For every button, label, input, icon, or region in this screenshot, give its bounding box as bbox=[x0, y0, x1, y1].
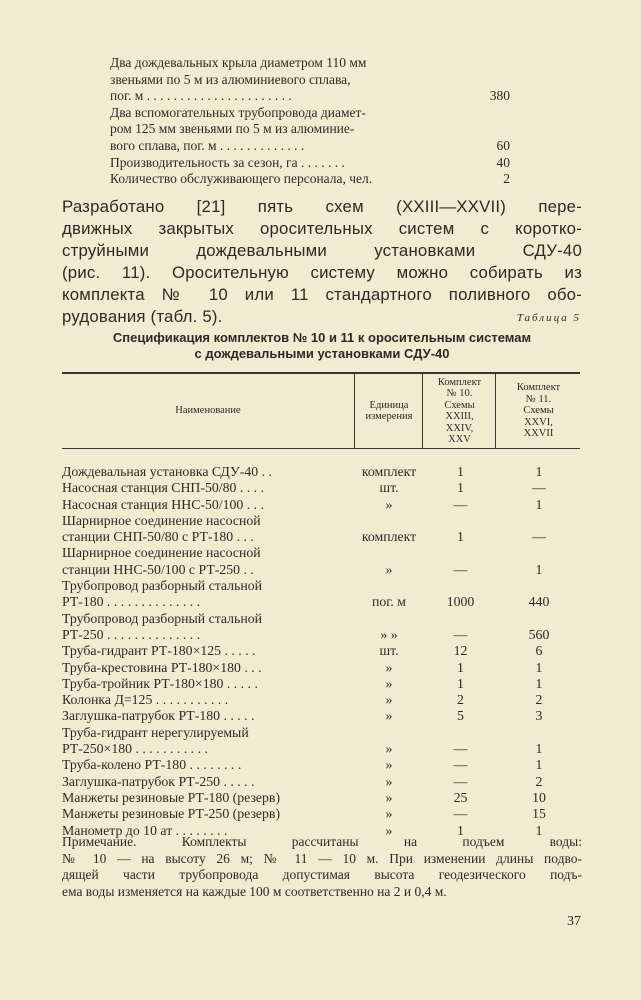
row-unit: » bbox=[385, 741, 393, 757]
row-name-line: Насосная станция ННС-50/100 . . . bbox=[62, 496, 265, 512]
table-row bbox=[62, 708, 580, 724]
row-name bbox=[62, 806, 352, 822]
table-row bbox=[62, 497, 580, 513]
row-name-line: Трубопровод разборный стальной bbox=[62, 610, 263, 626]
list-item-line: Два дождевальных крыла диаметром 110 мм bbox=[110, 55, 367, 70]
row-value-set-11: — bbox=[532, 480, 546, 496]
row-value-set-11: 2 bbox=[535, 773, 543, 789]
row-value-set-11: 6 bbox=[535, 643, 543, 659]
list-item bbox=[110, 55, 510, 105]
table-row bbox=[62, 464, 580, 480]
row-name-line: Манжеты резиновые РТ-250 (резерв) bbox=[62, 806, 281, 822]
list-item-line: звеньями по 5 м из алюминиевого сплава, bbox=[110, 71, 351, 87]
table-row bbox=[62, 774, 580, 790]
paragraph-line: (рис. 11). Оросительную систему можно собирать из bbox=[62, 263, 582, 282]
list-item bbox=[110, 171, 510, 188]
paragraph-line: Разработано [21] пять схем (XXIII—XXVII) пере- bbox=[62, 197, 582, 216]
row-name-line: Труба-колено РТ-180 . . . . . . . . bbox=[62, 757, 242, 773]
row-value-set-10: 5 bbox=[457, 708, 464, 724]
row-name-line: Заглушка-патрубок РТ-250 . . . . . bbox=[62, 773, 255, 789]
table-title bbox=[62, 330, 582, 362]
table-row bbox=[62, 692, 580, 708]
row-value-set-11: 440 bbox=[528, 594, 550, 610]
row-value-set-10: — bbox=[453, 496, 468, 512]
row-unit: » bbox=[385, 496, 393, 512]
row-name bbox=[62, 725, 352, 758]
row-unit: комплект bbox=[361, 529, 417, 545]
table-row bbox=[62, 725, 580, 758]
row-name bbox=[62, 513, 352, 546]
table-row bbox=[62, 676, 580, 692]
row-name-line: РТ-250×180 . . . . . . . . . . . bbox=[62, 741, 208, 757]
row-unit: » » bbox=[380, 626, 398, 642]
row-name-line: Насосная станция СНП-50/80 . . . . bbox=[62, 480, 265, 496]
row-name-line: Колонка Д=125 . . . . . . . . . . . bbox=[62, 692, 229, 708]
row-unit: » bbox=[385, 708, 393, 724]
row-value-set-10: — bbox=[453, 773, 468, 789]
table-note bbox=[62, 834, 582, 900]
row-value-set-10: — bbox=[453, 806, 468, 822]
row-name bbox=[62, 708, 352, 724]
row-name bbox=[62, 774, 352, 790]
row-name-line: станции СНП-50/80 с РТ-180 . . . bbox=[62, 529, 254, 545]
table-title-line: Спецификация комплектов № 10 и 11 к оросительным системам bbox=[112, 330, 532, 345]
row-name-line: Манжеты резиновые РТ-180 (резерв) bbox=[62, 789, 281, 805]
list-item-line: ром 125 мм звеньями по 5 м из алюминие- bbox=[110, 121, 355, 137]
row-value-set-11: 1 bbox=[535, 464, 543, 479]
row-value-set-10: 1 bbox=[457, 480, 464, 496]
body-paragraph bbox=[62, 196, 582, 328]
row-value-set-11: 1 bbox=[535, 561, 543, 577]
row-name-line: РТ-250 . . . . . . . . . . . . . . bbox=[62, 626, 201, 642]
row-value-set-10: 1 bbox=[457, 822, 464, 838]
row-value-set-11: 3 bbox=[535, 708, 543, 724]
row-value-set-11: 1 bbox=[535, 757, 543, 773]
note-line: № 10 — на высоту 26 м; № 11 — 10 м. При изменении длины подво- bbox=[62, 850, 582, 866]
row-value-set-10: 12 bbox=[453, 643, 468, 659]
row-unit: » bbox=[385, 757, 393, 773]
row-unit: шт. bbox=[379, 480, 399, 496]
table-row bbox=[62, 643, 580, 659]
row-value-set-10: 1 bbox=[457, 529, 464, 545]
row-unit: » bbox=[385, 675, 393, 691]
row-name-line: Трубопровод разборный стальной bbox=[62, 578, 263, 594]
paragraph-line: движных закрытых оросительных систем с коротко- bbox=[62, 219, 582, 238]
header-set-11: Комплект № 11. Схемы XXVI, XXVII bbox=[495, 374, 581, 448]
row-value-set-10: 25 bbox=[453, 789, 468, 805]
table-row bbox=[62, 806, 580, 822]
table-row bbox=[62, 578, 580, 611]
list-item bbox=[110, 105, 510, 155]
list-item bbox=[110, 155, 510, 172]
row-value-set-11: 1 bbox=[535, 659, 543, 675]
row-name-line: Дождевальная установка СДУ-40 . . bbox=[62, 464, 272, 479]
note-line: дящей части трубопровода допустимая высота геодезического подъ- bbox=[62, 867, 582, 882]
row-name bbox=[62, 578, 352, 611]
row-name-line: Шарнирное соединение насосной bbox=[62, 512, 261, 528]
row-value-set-10: — bbox=[453, 561, 468, 577]
row-value-set-11: 1 bbox=[535, 496, 543, 512]
row-name-line: Заглушка-патрубок РТ-180 . . . . . bbox=[62, 708, 255, 724]
row-unit: комплект bbox=[361, 464, 417, 479]
row-value-set-11: — bbox=[532, 529, 546, 545]
row-unit: пог. м bbox=[371, 594, 406, 610]
row-name bbox=[62, 692, 352, 708]
paragraph-line: комплекта № 10 или 11 стандартного поливного обо- bbox=[62, 285, 582, 304]
row-value-set-11: 1 bbox=[535, 822, 543, 838]
row-name bbox=[62, 611, 352, 644]
row-name bbox=[62, 464, 352, 480]
row-name-line: Труба-тройник РТ-180×180 . . . . . bbox=[62, 675, 258, 691]
list-item-line: пог. м . . . . . . . . . . . . . . . . . . . . . . bbox=[110, 88, 292, 104]
row-value-set-10: — bbox=[453, 757, 468, 773]
row-name-line: Труба-крестовина РТ-180×180 . . . bbox=[62, 659, 262, 675]
row-value-set-10: — bbox=[453, 741, 468, 757]
list-item-line: Количество обслуживающего персонала, чел. bbox=[110, 171, 373, 187]
row-unit: » bbox=[385, 822, 393, 838]
row-unit: » bbox=[385, 659, 393, 675]
row-name-line: Манометр до 10 ат . . . . . . . . bbox=[62, 822, 228, 838]
row-unit: » bbox=[385, 692, 393, 708]
row-value-set-10: 1 bbox=[457, 659, 464, 675]
paragraph-line: струйными дождевальными установками СДУ-40 bbox=[62, 241, 582, 260]
row-value-set-11: 10 bbox=[532, 789, 546, 805]
row-name bbox=[62, 757, 352, 773]
table-number-label: Таблица 5 bbox=[516, 312, 581, 324]
row-value-set-10: 2 bbox=[457, 692, 464, 708]
header-set-10: Комплект № 10. Схемы XXIII, XXIV, XXV bbox=[422, 374, 496, 448]
row-name bbox=[62, 480, 352, 496]
table-row bbox=[62, 757, 580, 773]
row-unit: » bbox=[385, 806, 393, 822]
list-item-value: 40 bbox=[496, 154, 510, 170]
row-value-set-10: — bbox=[453, 626, 468, 642]
table-header bbox=[62, 372, 580, 449]
table-body bbox=[62, 464, 580, 839]
table-title-line: с дождевальными установками СДУ-40 bbox=[194, 346, 450, 361]
row-value-set-11: 15 bbox=[532, 806, 546, 822]
row-value-set-11: 1 bbox=[535, 675, 543, 691]
table-row bbox=[62, 790, 580, 806]
equipment-summary-list bbox=[110, 55, 510, 188]
row-unit: » bbox=[385, 789, 393, 805]
list-item-value: 380 bbox=[489, 88, 510, 104]
table-row bbox=[62, 545, 580, 578]
table-row bbox=[62, 660, 580, 676]
row-value-set-10: 1 bbox=[457, 464, 464, 479]
table-row bbox=[62, 611, 580, 644]
row-unit: » bbox=[385, 773, 393, 789]
row-name-line: Шарнирное соединение насосной bbox=[62, 545, 261, 561]
row-name-line: станции ННС-50/100 с РТ-250 . . bbox=[62, 561, 254, 577]
row-name bbox=[62, 545, 352, 578]
list-item-value: 60 bbox=[496, 137, 510, 153]
table-row bbox=[62, 480, 580, 496]
row-name bbox=[62, 790, 352, 806]
header-unit: Единица измерения bbox=[354, 374, 423, 448]
row-name bbox=[62, 497, 352, 513]
row-unit: » bbox=[385, 561, 393, 577]
list-item-line: вого сплава, пог. м . . . . . . . . . . . . . bbox=[110, 137, 305, 153]
row-name bbox=[62, 660, 352, 676]
list-item-line: Два вспомогательных трубопровода диамет- bbox=[110, 104, 366, 120]
row-value-set-11: 560 bbox=[528, 626, 550, 642]
row-name bbox=[62, 643, 352, 659]
row-value-set-11: 2 bbox=[535, 692, 543, 708]
row-name-line: Труба-гидрант нерегулируемый bbox=[62, 724, 249, 740]
list-item-line: Производительность за сезон, га . . . . . . . bbox=[110, 154, 345, 170]
paragraph-line: рудования (табл. 5). bbox=[62, 307, 223, 326]
note-line: Примечание. Комплекты рассчитаны на подъем воды: bbox=[62, 834, 582, 849]
note-line: ема воды изменяется на каждые 100 м соответственно на 2 и 0,4 м. bbox=[62, 883, 447, 899]
row-value-set-10: 1000 bbox=[446, 594, 475, 610]
row-value-set-11: 1 bbox=[535, 741, 543, 757]
row-name-line: Труба-гидрант РТ-180×125 . . . . . bbox=[62, 643, 256, 659]
table-row bbox=[62, 513, 580, 546]
header-name: Наименование bbox=[175, 405, 241, 417]
list-item-value: 2 bbox=[503, 171, 510, 187]
row-name bbox=[62, 676, 352, 692]
page-number: 37 bbox=[567, 914, 581, 929]
row-value-set-10: 1 bbox=[457, 675, 464, 691]
row-name-line: РТ-180 . . . . . . . . . . . . . . bbox=[62, 594, 201, 610]
row-unit: шт. bbox=[379, 643, 399, 659]
